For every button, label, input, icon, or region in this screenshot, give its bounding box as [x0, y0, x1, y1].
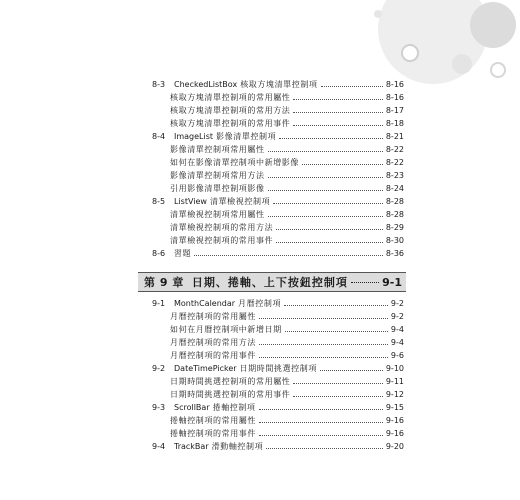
page-number: 8-22: [385, 158, 404, 167]
dot-leader: [276, 228, 383, 230]
dot-leader: [293, 98, 382, 100]
page-number: 8-21: [385, 132, 404, 141]
toc-section-9-4[interactable]: [152, 438, 404, 451]
section-number: 9-4: [152, 442, 166, 451]
page-number: 9-1: [382, 275, 402, 289]
subsection-title: 捲軸控制項的常用屬性: [170, 416, 256, 425]
page-number: 9-2: [390, 312, 404, 321]
page-number: 9-11: [385, 377, 404, 386]
section-title-en: ScrollBar: [174, 403, 210, 412]
chapter-number: 第 9 章: [144, 276, 184, 289]
section-title-en: ListView: [174, 197, 207, 206]
page-number: 9-12: [385, 390, 404, 399]
toc-subsection[interactable]: [170, 167, 404, 180]
page-number: 9-16: [385, 429, 404, 438]
dot-leader: [259, 434, 383, 436]
section-number: 8-3: [152, 80, 166, 89]
section-title-en: ImageList: [174, 132, 214, 141]
dot-leader: [285, 330, 388, 332]
subsection-title: 核取方塊清單控制項的常用屬性: [170, 93, 291, 102]
toc-subsection[interactable]: [170, 334, 404, 347]
subsection-title: 清單檢視控制項的常用方法: [170, 223, 274, 232]
subsection-title: 核取方塊清單控制項的常用方法: [170, 106, 291, 115]
dot-leader: [268, 176, 383, 178]
section-number: 9-2: [152, 364, 166, 373]
decorative-circle-dark: [470, 2, 516, 48]
decorative-ring-small: [401, 44, 419, 62]
page-number: 8-16: [385, 93, 404, 102]
decorative-circle-small: [452, 54, 472, 74]
section-title-en: MonthCalendar: [174, 299, 236, 308]
subsection-title: 月曆控制項的常用事件: [170, 351, 256, 360]
toc-subsection[interactable]: [170, 308, 404, 321]
subsection-title: 日期時間挑選控制項的常用事件: [170, 390, 291, 399]
chapter-title: 日期、捲軸、上下按鈕控制項: [191, 276, 348, 289]
section-number: 8-6: [152, 249, 166, 258]
dot-leader: [259, 317, 388, 319]
page-number: 9-4: [390, 325, 404, 334]
dot-leader: [259, 343, 388, 345]
page-number: 8-18: [385, 119, 404, 128]
page-number: 8-30: [385, 236, 404, 245]
toc-subsection[interactable]: [170, 347, 404, 360]
toc-section-8-5[interactable]: [152, 193, 404, 206]
page-number: 9-10: [385, 364, 404, 373]
dot-leader: [268, 215, 383, 217]
toc-section-8-6[interactable]: [152, 245, 404, 258]
subsection-title: 日期時間挑選控制項的常用屬性: [170, 377, 291, 386]
toc-subsection[interactable]: [170, 386, 404, 399]
decorative-dot: [374, 10, 382, 18]
decorative-ring-tiny: [490, 62, 506, 78]
dot-leader: [266, 447, 383, 449]
page-number: 9-2: [390, 299, 404, 308]
page-number: 8-17: [385, 106, 404, 115]
dot-leader: [268, 189, 383, 191]
section-title: 滑動軸控制項: [211, 442, 264, 451]
toc-subsection[interactable]: [170, 154, 404, 167]
subsection-title: 清單檢視控制項常用屬性: [170, 210, 265, 219]
toc-subsection[interactable]: [170, 321, 404, 334]
page-number: 8-16: [385, 80, 404, 89]
dot-leader: [268, 150, 383, 152]
section-title: 月曆控制項: [238, 299, 282, 308]
dot-leader: [259, 421, 383, 423]
section-title-en: DateTimePicker: [174, 364, 237, 373]
dot-leader: [273, 202, 383, 204]
section-title: 核取方塊清單控制項: [240, 80, 318, 89]
toc-subsection[interactable]: [170, 219, 404, 232]
toc-subsection[interactable]: [170, 141, 404, 154]
toc-subsection[interactable]: [170, 412, 404, 425]
page-number: 9-20: [385, 442, 404, 451]
section-title-en: CheckedListBox: [174, 80, 238, 89]
dot-leader: [279, 137, 383, 139]
dot-leader: [293, 382, 382, 384]
toc-section-9-3[interactable]: [152, 399, 404, 412]
page-number: 8-36: [385, 249, 404, 258]
section-title: 習題: [174, 249, 192, 258]
subsection-title: 月曆控制項的常用方法: [170, 338, 256, 347]
toc-subsection[interactable]: [170, 102, 404, 115]
subsection-title: 影像清單控制項常用方法: [170, 171, 265, 180]
subsection-title: 清單檢視控制項的常用事件: [170, 236, 274, 245]
toc-subsection[interactable]: [170, 115, 404, 128]
section-number: 9-3: [152, 403, 166, 412]
toc-subsection[interactable]: [170, 89, 404, 102]
subsection-title: 引用影像清單控制項影像: [170, 184, 265, 193]
toc-section-9-1[interactable]: [152, 295, 404, 308]
dot-leader: [259, 408, 383, 410]
section-title: 日期時間挑選控制項: [239, 364, 317, 373]
toc-subsection[interactable]: [170, 425, 404, 438]
decorative-circle-large: [378, 0, 488, 84]
page-number: 9-15: [385, 403, 404, 412]
section-number: 8-4: [152, 132, 166, 141]
subsection-title: 如何在影像清單控制項中新增影像: [170, 158, 299, 167]
section-number: 9-1: [152, 299, 166, 308]
toc-subsection[interactable]: [170, 180, 404, 193]
toc-subsection[interactable]: [170, 232, 404, 245]
page-number: 8-24: [385, 184, 404, 193]
page-number: 9-4: [390, 338, 404, 347]
section-title-en: TrackBar: [174, 442, 209, 451]
section-title: 清單檢視控制項: [209, 197, 271, 206]
subsection-title: 核取方塊清單控制項的常用事件: [170, 119, 291, 128]
toc-section-8-3[interactable]: [152, 76, 404, 89]
dot-leader: [321, 85, 383, 87]
section-title: 捲軸控制項: [212, 403, 256, 412]
dot-leader: [194, 254, 383, 256]
subsection-title: 影像清單控制項常用屬性: [170, 145, 265, 154]
dot-leader: [293, 124, 382, 126]
toc-subsection[interactable]: [170, 373, 404, 386]
page-number: 8-23: [385, 171, 404, 180]
page-number: 8-29: [385, 223, 404, 232]
toc-section-8-4[interactable]: [152, 128, 404, 141]
subsection-title: 月曆控制項的常用屬性: [170, 312, 256, 321]
dot-leader: [293, 395, 382, 397]
page-number: 9-16: [385, 416, 404, 425]
page-number: 8-22: [385, 145, 404, 154]
page-number: 8-28: [385, 197, 404, 206]
section-title: 影像清單控制項: [216, 132, 277, 141]
dot-leader: [320, 369, 383, 371]
dot-leader: [351, 281, 379, 283]
dot-leader: [302, 163, 383, 165]
toc-subsection[interactable]: [170, 206, 404, 219]
dot-leader: [293, 111, 382, 113]
page-number: 8-28: [385, 210, 404, 219]
dot-leader: [259, 356, 388, 358]
subsection-title: 如何在月曆控制項中新增日期: [170, 325, 282, 334]
dot-leader: [284, 304, 388, 306]
subsection-title: 捲軸控制項的常用事件: [170, 429, 256, 438]
section-number: 8-5: [152, 197, 166, 206]
dot-leader: [276, 241, 383, 243]
chapter-heading[interactable]: [138, 272, 406, 292]
page-number: 9-6: [390, 351, 404, 360]
toc-section-9-2[interactable]: [152, 360, 404, 373]
